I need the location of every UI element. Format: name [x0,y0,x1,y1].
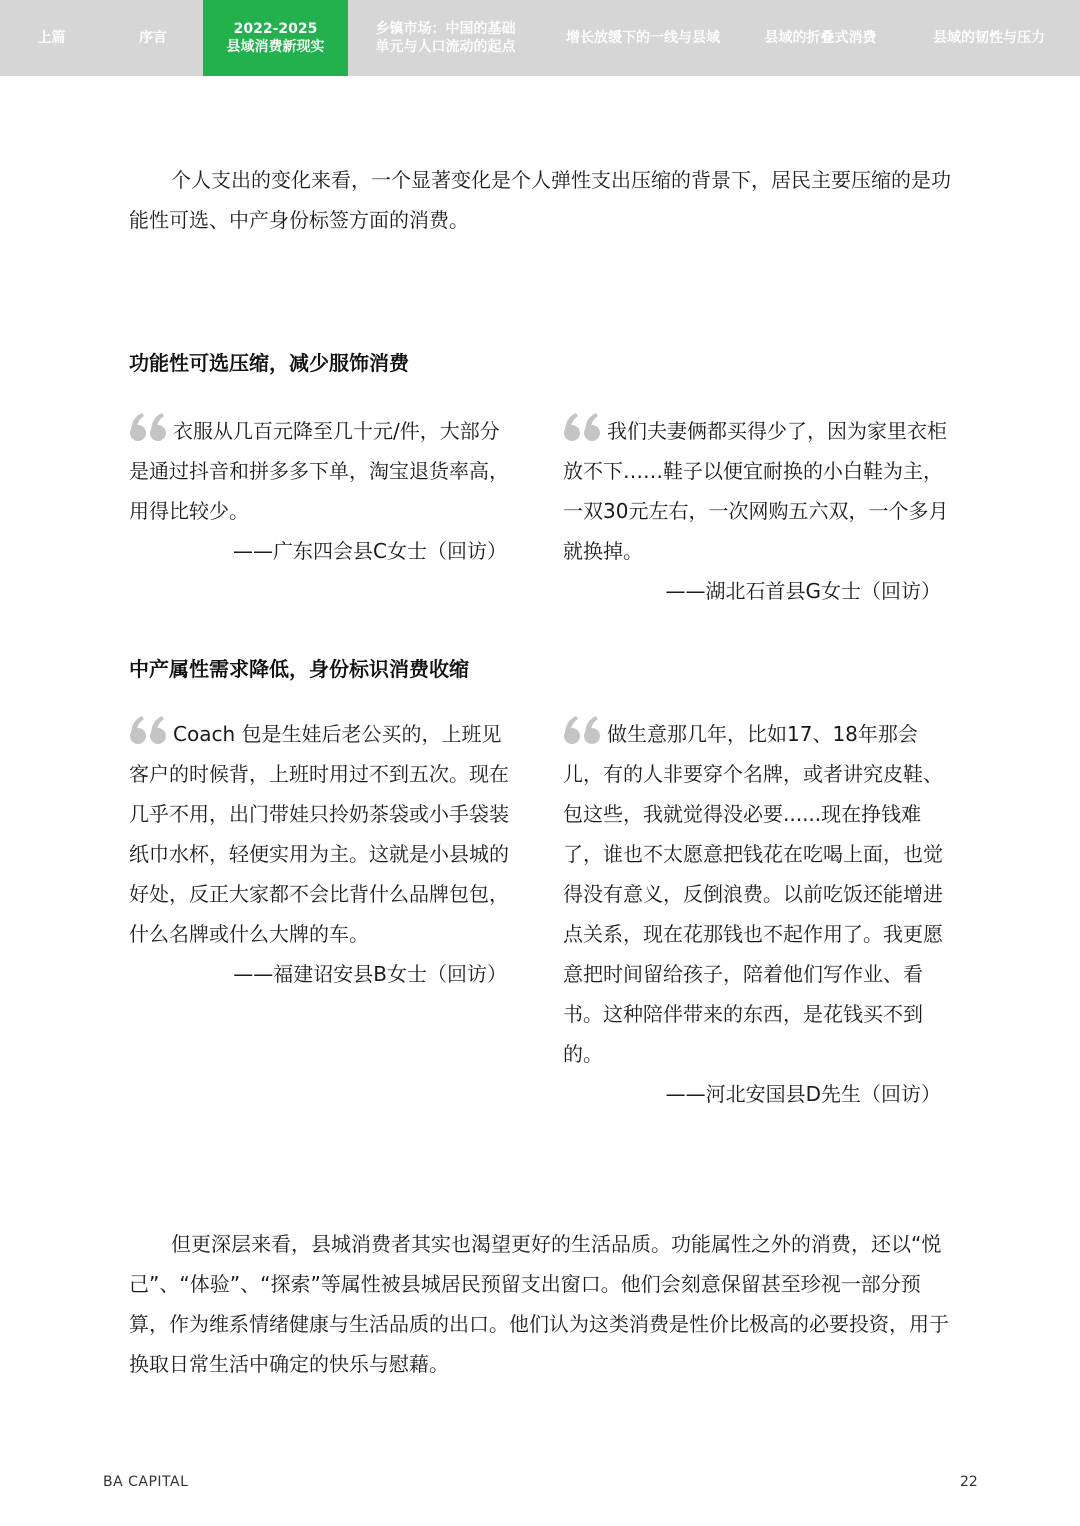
tab-label: 上篇 [37,30,66,46]
quote-body: Coach 包是生娃后老公买的，上班见客户的时候背，上班时用过不到五次。现在几乎不用，出门带娃只拎奶茶袋或小手袋装纸巾水杯，轻便实用为主。这就是小县城的好处，反正大家都不会比背什么品牌包包，什么名牌或什么大牌的车。 [129,722,509,946]
tab-label: 增长放缓下的一线与县域 [566,30,720,46]
tab-preface[interactable] [103,0,203,76]
tab-label-line1: 乡镇市场：中国的基础 [375,21,516,37]
section1-heading: 功能性可选压缩，减少服饰消费 [129,351,409,375]
tab-county-consumption-reality[interactable] [203,0,348,76]
tab-township-market[interactable] [348,0,543,76]
quote-attribution: ——广东四会县C女士（回访） [233,539,507,563]
footer-brand: BA CAPITAL [103,1474,189,1490]
tab-part-one[interactable] [0,0,103,76]
intro-paragraph: 个人支出的变化来看，一个显著变化是个人弹性支出压缩的背景下，居民主要压缩的是功能性可选、中产身份标签方面的消费。 [129,168,951,232]
tab-label: 序言 [139,30,167,46]
quote-text [129,411,519,531]
tab-label-line2: 单元与人口流动的起点 [375,39,516,55]
quote-attribution: ——湖北石首县G女士（回访） [665,579,941,603]
tab-label-line1: 2022-2025 [233,21,318,37]
quote-mark-icon [563,715,603,745]
quote-card [129,411,519,571]
quote-body: 做生意那几年，比如17、18年那会儿，有的人非要穿个名牌，或者讲究皮鞋、包这些，我就觉得没必要......现在挣钱难了，谁也不太愿意把钱花在吃喝上面，也觉得没有意义，反倒浪费。以前吃饭还能增进点关系，现在花那钱也不起作用了。我更愿意把时间留给孩子，陪着他们写作业、看书。这种陪伴带来的东西，是花钱买不到的。 [563,722,943,1066]
quote-card [563,411,953,611]
quote-text [129,714,519,954]
tab-folded-consumption[interactable] [743,0,898,76]
conclusion-paragraph: 但更深层来看，县城消费者其实也渴望更好的生活品质。功能属性之外的消费，还以“悦己”、“体验”、“探索”等属性被县城居民预留支出窗口。他们会刻意保留甚至珍视一部分预算，作为维系情绪健康与生活品质的出口。他们认为这类消费是性价比极高的必要投资，用于换取日常生活中确定的快乐与慰藉。 [129,1232,949,1376]
quote-mark-icon [129,715,169,745]
quote-card [563,714,953,1114]
quote-text [563,411,953,571]
top-nav [0,0,1080,76]
tab-label: 县域的折叠式消费 [764,30,877,46]
quote-mark-icon [129,412,169,442]
tab-resilience-pressure[interactable] [898,0,1080,76]
tab-growth-slowdown[interactable] [543,0,743,76]
quote-attribution: ——河北安国县D先生（回访） [665,1082,941,1106]
quote-mark-icon [563,412,603,442]
section2-heading: 中产属性需求降低，身份标识消费收缩 [129,657,469,681]
tab-label: 县域的韧性与压力 [933,30,1045,46]
tab-label-line2: 县域消费新现实 [226,39,325,55]
quote-body: 衣服从几百元降至几十元/件，大部分是通过抖音和拼多多下单，淘宝退货率高，用得比较少。 [129,419,509,523]
quote-body: 我们夫妻俩都买得少了，因为家里衣柜放不下……鞋子以便宜耐换的小白鞋为主，一双30元左右，一次网购五六双，一个多月就换掉。 [563,419,949,563]
quote-card [129,714,519,994]
page-number: 22 [960,1474,978,1490]
quote-text [563,714,953,1074]
quote-attribution: ——福建诏安县B女士（回访） [233,962,507,986]
